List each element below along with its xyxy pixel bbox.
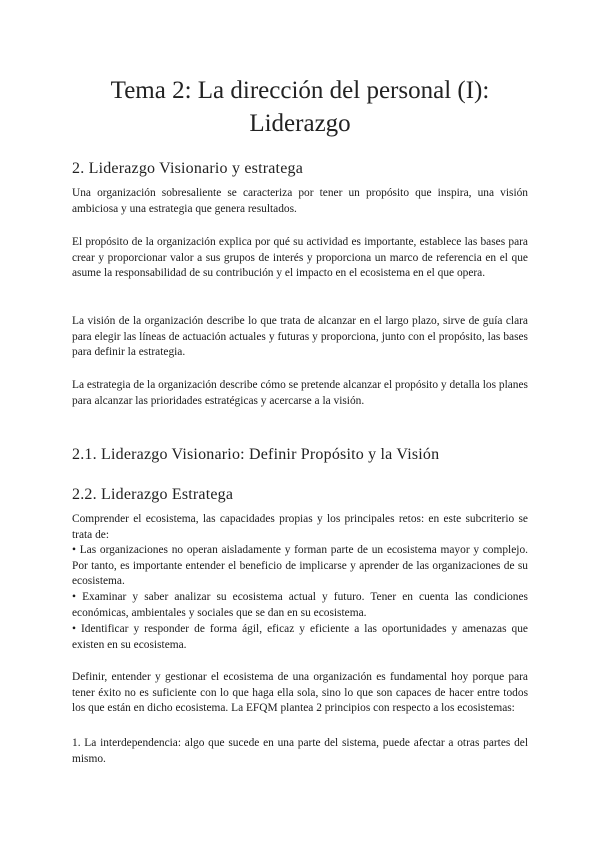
subsection-heading-2-1: 2.1. Liderazgo Visionario: Definir Propósito y la Visión (72, 446, 440, 463)
document-title (40, 74, 560, 140)
purpose-paragraph: El propósito de la organización explica por qué su actividad es importante, establece las bases para crear y proporcionar valor a sus grupos de interés y proporciona un marco de referencia en el que asume la responsabilidad de su contribución y el impacto en el ecosistema en el que opera. (72, 236, 528, 280)
bullet-item: • Examinar y saber analizar su ecosistema actual y futuro. Tener en cuenta las condiciones económicas, ambientales y sociales que se dan en su ecosistema. (72, 591, 528, 619)
intro-paragraph: Una organización sobresaliente se caracteriza por tener un propósito que inspira, una visión ambiciosa y una estrategia que genera resultados. (72, 187, 528, 215)
section-heading: 2. Liderazgo Visionario y estratega (72, 160, 303, 177)
subsection-heading-2-2: 2.2. Liderazgo Estratega (72, 486, 234, 503)
bullet-item: • Identificar y responder de forma ágil, eficaz y eficiente a las oportunidades y amenazas que existen en su ecosistema. (72, 623, 528, 651)
define-paragraph: Definir, entender y gestionar el ecosistema de una organización es fundamental hoy porque para tener éxito no es suficiente con lo que haga ella sola, sino lo que son capaces de hacer entre todos los que están en dicho ecosistema. La EFQM plantea 2 principios con respecto a los ecosistemas: (72, 671, 528, 715)
ecosystem-intro-paragraph: Comprender el ecosistema, las capacidades propias y los principales retos: en este subcriterio se trata de: (72, 513, 528, 541)
strategy-paragraph: La estrategia de la organización describe cómo se pretende alcanzar el propósito y detalla los planes para alcanzar las prioridades estratégicas y acercarse a la visión. (72, 379, 528, 407)
vision-paragraph: La visión de la organización describe lo que trata de alcanzar en el largo plazo, sirve de guía clara para elegir las líneas de actuación actuales y futuras y proporciona, junto con el propósito, las bases para definir la estrategia. (72, 315, 528, 359)
bullet-item: • Las organizaciones no operan aisladamente y forman parte de un ecosistema mayor y complejo. Por tanto, es importante entender el beneficio de implicarse y aprender de las organizaciones de su ecosistema. (72, 544, 528, 588)
title-line-1: Tema 2: La dirección del personal (I): (110, 77, 490, 104)
title-line-2: Liderazgo (249, 110, 351, 137)
principle-item: 1. La interdependencia: algo que sucede en una parte del sistema, puede afectar a otras partes del mismo. (72, 737, 528, 765)
